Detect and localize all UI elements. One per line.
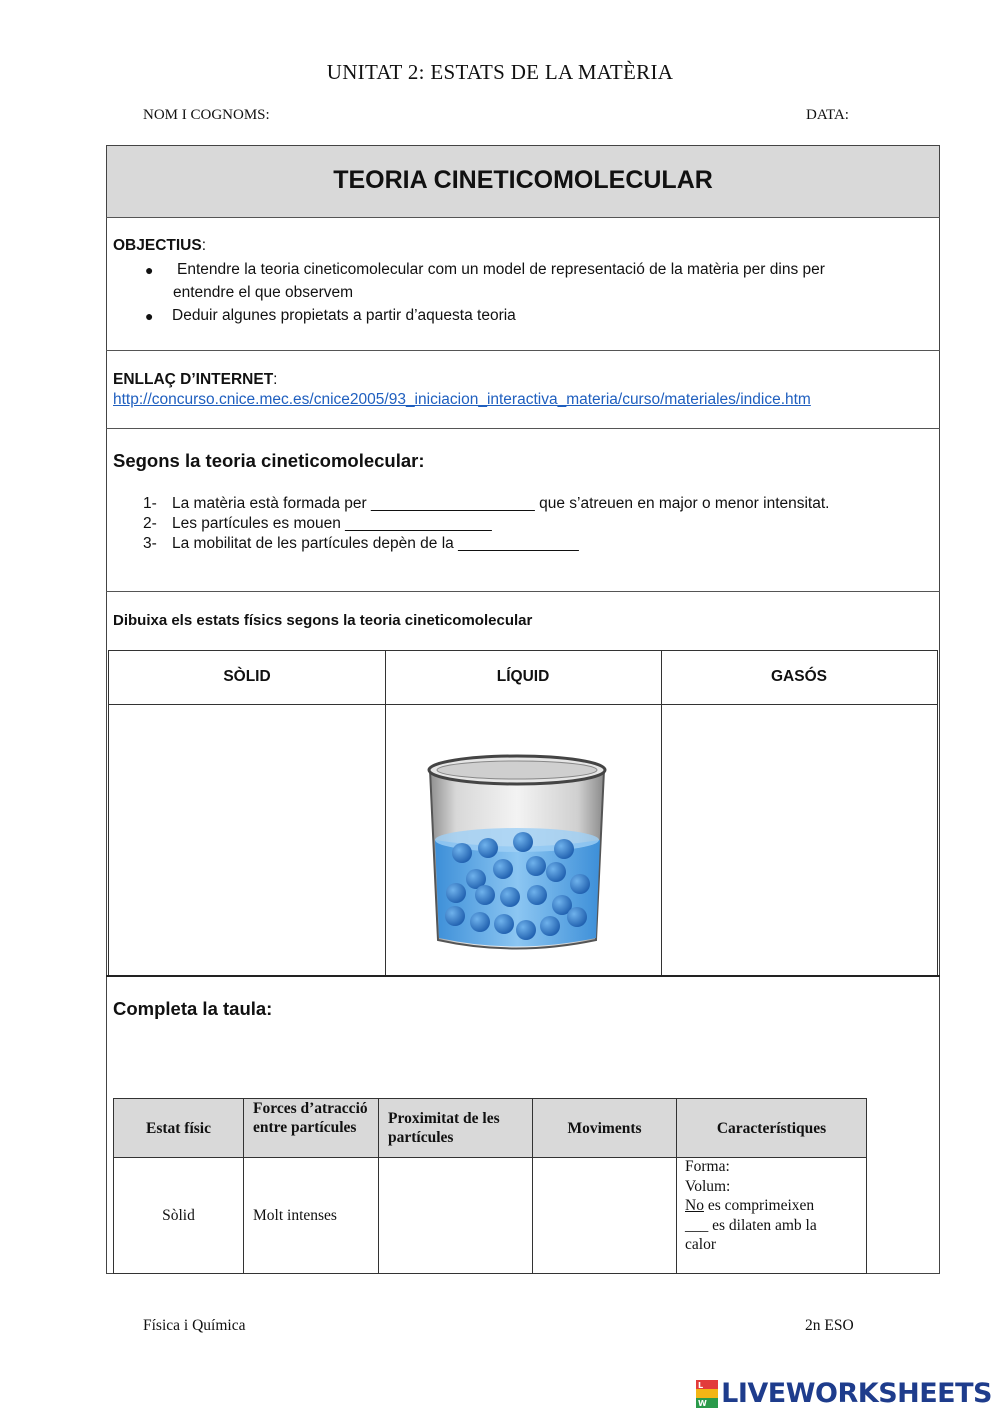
objective-item-cont: entendre el que observem [173,284,354,301]
theory-heading: Segons la teoria cineticomolecular: [113,450,425,471]
col-movements: Moviments [567,1120,642,1137]
beaker-opening [437,761,597,779]
char-compress: es comprimeixen [703,1197,815,1214]
char-volum: Volum: [685,1177,731,1195]
header-solid: SÒLID [223,668,271,685]
divider [106,217,940,218]
divider [106,591,940,592]
liquid-beaker-illustration [420,745,620,970]
section-title: TEORIA CINETICOMOLECULAR [333,166,713,194]
char-dilate-line [685,1216,863,1236]
char-dilate: es dilaten amb la [708,1216,817,1234]
row-divider [108,704,938,705]
link-label: ENLLAÇ D’INTERNET [113,371,274,388]
solid-drawing-area[interactable] [110,706,384,974]
theory-statement: La mobilitat de les partícules depèn de la ______________ [172,535,579,552]
logo-letter: L [698,1380,704,1390]
cell-characteristics [685,1157,863,1255]
cell-proximity[interactable] [380,1160,530,1272]
objectives-label-row [113,237,206,255]
char-compress-line [685,1196,863,1216]
column-divider [385,650,386,976]
char-calor: calor [685,1236,716,1253]
objective-item: Entendre la teoria cineticomolecular com un model de representació de la matèria per dins per [177,261,825,278]
objective-item: Deduir algunes propietats a partir d’aquesta teoria [172,307,516,324]
theory-num: 3- [143,535,157,552]
gas-drawing-area[interactable] [663,706,937,974]
link-colon: : [273,371,278,388]
char-no: No [685,1197,704,1214]
name-label: NOM I COGNOMS: [143,107,270,123]
char-blank: ___ [685,1216,709,1234]
col-forces: Forces d’atracció entre partícules [253,1100,368,1136]
title-band [107,146,939,217]
col-proximity: Proximitat de les partícules [388,1110,500,1146]
cell-movements[interactable] [534,1160,674,1272]
date-label: DATA: [806,107,849,123]
complete-heading: Completa la taula: [113,998,273,1019]
bullet-icon: ● [145,262,154,278]
char-forma: Forma: [685,1158,730,1175]
col-state: Estat físic [145,1120,211,1137]
liveworksheets-brand[interactable] [696,1378,992,1409]
theory-num: 1- [143,495,157,512]
internet-link[interactable]: http://concurso.cnice.mec.es/cnice2005/93_iniciacion_interactiva_materia/curso/materiales/indice.htm [113,391,811,408]
column-divider [378,1098,379,1274]
document-title: UNITAT 2: ESTATS DE LA MATÈRIA [326,60,674,84]
objectives-label: OBJECTIUS [113,237,202,254]
divider [106,428,940,429]
bullet-icon: ● [145,308,154,324]
col-characteristics: Característiques [716,1120,827,1137]
footer-level: 2n ESO [805,1317,854,1334]
draw-instruction: Dibuixa els estats físics segons la teoria cineticomolecular [113,612,533,629]
theory-num: 2- [143,515,157,532]
brand-text: LIVEWORKSHEETS [721,1378,992,1409]
objectives-colon: : [201,237,207,254]
cell-forces: Molt intenses [253,1207,337,1224]
theory-statement: La matèria està formada per ___________________ que s’atreuen en major o menor intensitat. [172,495,830,512]
divider [106,350,940,351]
header-liquid: LÍQUID [496,668,550,685]
footer-subject: Física i Química [143,1317,246,1334]
column-divider [661,650,662,976]
cell-state: Sòlid [162,1207,195,1224]
header-gas: GASÓS [771,668,827,685]
column-divider [243,1098,244,1274]
link-label-row [113,371,277,389]
row-divider [106,975,940,977]
theory-statement: Les partícules es mouen _________________ [172,515,492,532]
logo-letter: W [698,1398,707,1408]
liveworksheets-logo-icon [696,1380,718,1408]
